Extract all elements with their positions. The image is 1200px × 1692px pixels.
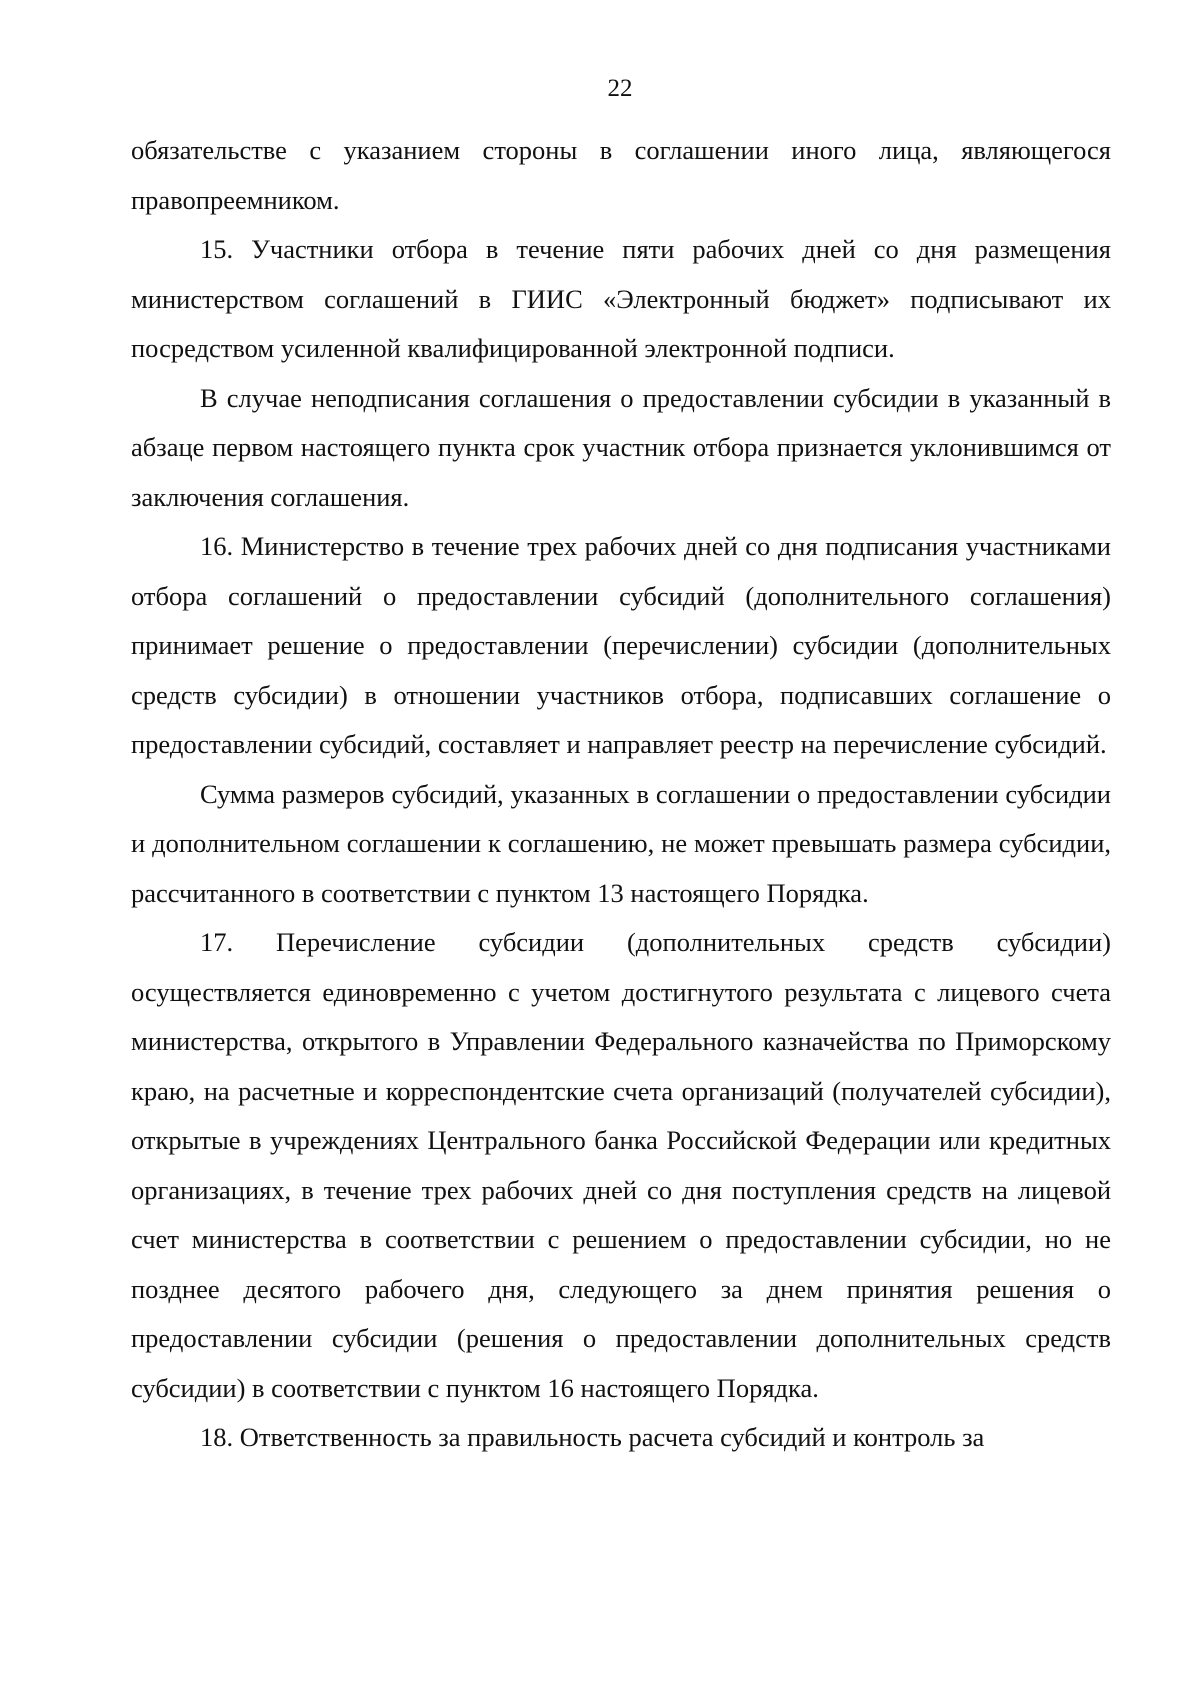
paragraph-item-17: 17. Перечисление субсидии (дополнительных средств субсидии) осуществляется единовременно с учетом достигнутого результата с лицевого счета министерства, открытого в Управлении Федерального казначейства по Приморскому краю, на расчетные и корреспондентские счета организаций (получателей субсидии), открытые в учреждениях Центрального банка Российской Федерации или кредитных организациях, в течение трех рабочих дней со дня поступления средств на лицевой счет министерства в соответствии с решением о предоставлении субсидии, но не позднее десятого рабочего дня, следующего за днем принятия решения о предоставлении субсидии (решения о предоставлении дополнительных средств субсидии) в соответствии с пунктом 16 настоящего Порядка. [131,927,1111,1403]
paragraph-item-18: 18. Ответственность за правильность расчета субсидий и контроль за [200,1422,985,1452]
paragraph-continuation: обязательстве с указанием стороны в соглашении иного лица, являющегося правопреемником. [131,135,1111,215]
document-body [131,126,1111,1463]
paragraph-item-15-unsigned: В случае неподписания соглашения о предоставлении субсидии в указанный в абзаце первом настоящего пункта срок участник отбора признается уклонившимся от заключения соглашения. [131,382,1111,512]
paragraph-item-16: 16. Министерство в течение трех рабочих дней со дня подписания участниками отбора соглашений о предоставлении субсидий (дополнительного соглашения) принимает решение о предоставлении (перечислении) субсидии (дополнительных средств субсидии) в отношении участников отбора, подписавших соглашение о предоставлении субсидий, составляет и направляет реестр на перечисление субсидий. [131,531,1111,759]
paragraph-item-15: 15. Участники отбора в течение пяти рабочих дней со дня размещения министерством соглашений в ГИИС «Электронный бюджет» подписывают их посредством усиленной квалифицированной электронной подписи. [131,234,1111,363]
page-number: 22 [607,75,633,102]
paragraph-item-16-sum: Сумма размеров субсидий, указанных в соглашении о предоставлении субсидии и дополнительном соглашении к соглашению, не может превышать размера субсидии, рассчитанного в соответствии с пунктом 13 настоящего Порядка. [131,778,1111,908]
